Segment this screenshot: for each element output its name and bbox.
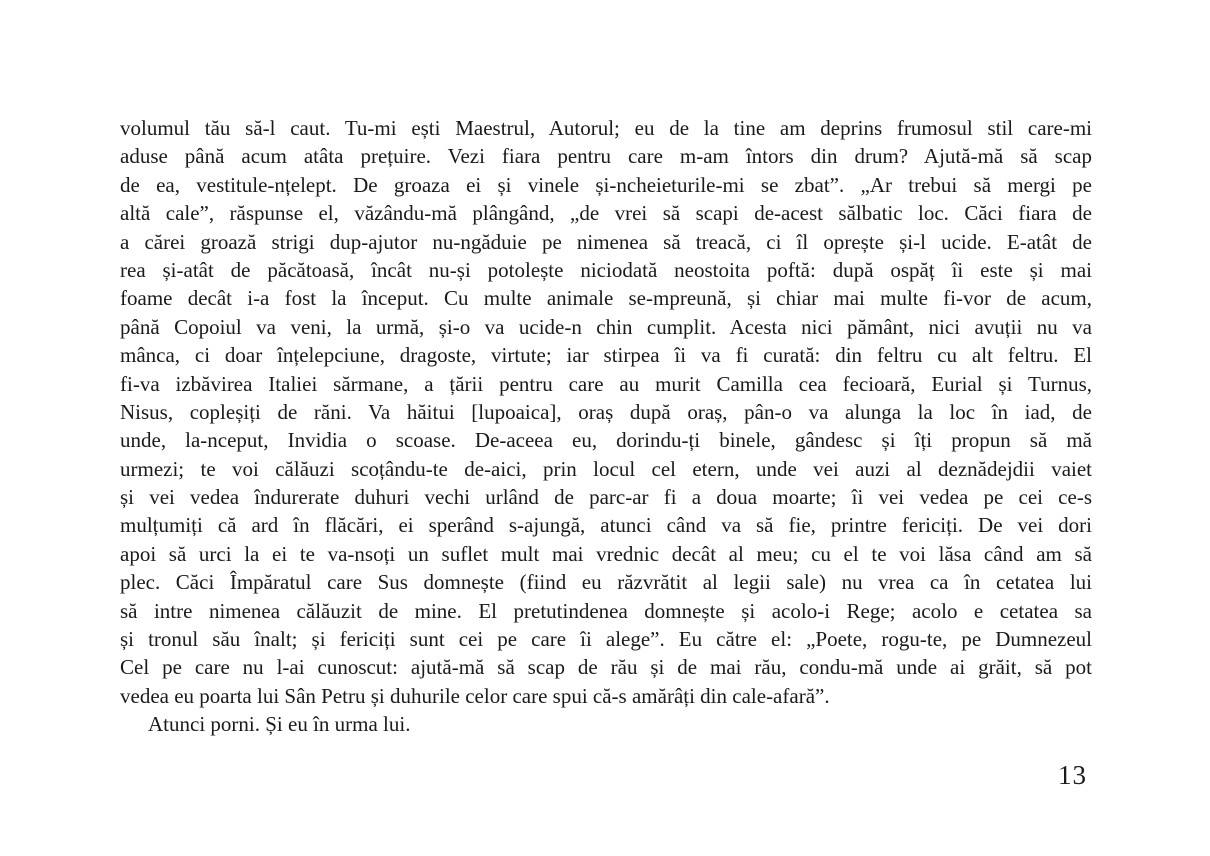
text-line: rea și-atât de păcătoasă, încât nu-și potolește niciodată neostoita poftă: după ospăț îi este și mai [120,257,1092,282]
text-line: foame decât i-a fost la început. Cu multe animale se-mpreună, și chiar mai multe fi-vor de acum, [120,286,1092,311]
text-line: unde, la-nceput, Invidia o scoase. De-aceea eu, dorindu-ți binele, gândesc și îți propun să mă [120,428,1092,453]
text-line: să intre nimenea călăuzit de mine. El pretutindenea domnește și acolo-i Rege; acolo e cetatea sa [120,598,1092,623]
text-line: fi-va izbăvirea Italiei sărmane, a țării pentru care au murit Camilla cea fecioară, Eurial și Turnus, [120,371,1092,396]
text-line: a cărei groază strigi dup-ajutor nu-ngăduie pe nimenea să treacă, ci îl oprește și-l ucide. E-atât de [120,229,1092,254]
text-line: Cel pe care nu l-ai cunoscut: ajută-mă să scap de rău și de mai rău, condu-mă unde ai grăit, să pot [120,655,1092,680]
text-line: de ea, vestitule-nțelept. De groaza ei și vinele și-ncheieturile-mi se zbat”. „Ar trebui să mergi pe [120,172,1092,197]
page-number: 13 [1058,760,1087,790]
text-line: altă cale”, răspunse el, văzându-mă plângând, „de vrei să scapi de-acest sălbatic loc. Căci fiara de [120,201,1092,226]
text-line: Nisus, copleșiți de răni. Va hăitui [lupoaica], oraș după oraș, pân-o va alunga la loc în iad, de [120,399,1092,424]
text-line: plec. Căci Împăratul care Sus domnește (fiind eu răzvrătit al legii sale) nu vrea ca în cetatea lui [120,570,1092,595]
text-line: volumul tău să-l caut. Tu-mi ești Maestrul, Autorul; eu de la tine am deprins frumosul stil care-mi [120,116,1092,140]
paragraph-1 [120,114,1092,710]
text-line: și vei vedea îndurerate duhuri vechi urlând de parc-ar fi a doua moarte; îi vei vedea pe cei ce-s [120,485,1092,510]
text-line: vedea eu poarta lui Sân Petru și duhurile celor care spui că-s amărâți din cale-afară”. [120,683,830,708]
text-line: mulțumiți că ard în flăcări, ei sperând s-ajungă, atunci când va să fie, printre fericiți. De vei dori [120,513,1092,538]
text-line: Atunci porni. Și eu în urma lui. [148,712,411,737]
text-line: aduse până acum atâta prețuire. Vezi fiara pentru care m-am întors din drum? Ajută-mă să scap [120,144,1092,169]
text-line: apoi să urci la ei te va-nsoți un suflet mult mai vrednic decât al meu; cu el te voi lăsa când am să [120,541,1092,566]
paragraph-2 [120,710,1092,738]
text-line: urmezi; te voi călăuzi scoțându-te de-aici, prin locul cel etern, unde vei auzi al deznădejdii vaiet [120,456,1092,481]
text-line: până Copoiul va veni, la urmă, și-o va ucide-n chin cumplit. Acesta nici pământ, nici avuții nu va [120,314,1092,339]
text-line: mânca, ci doar înțelepciune, dragoste, virtute; iar stirpea îi va fi curată: din feltru cu alt feltru. El [120,343,1092,368]
body-text [120,114,1092,739]
text-line: și tronul său înalt; și fericiți sunt cei pe care îi alege”. Eu către el: „Poete, rogu-te, pe Dumnezeul [120,627,1092,652]
